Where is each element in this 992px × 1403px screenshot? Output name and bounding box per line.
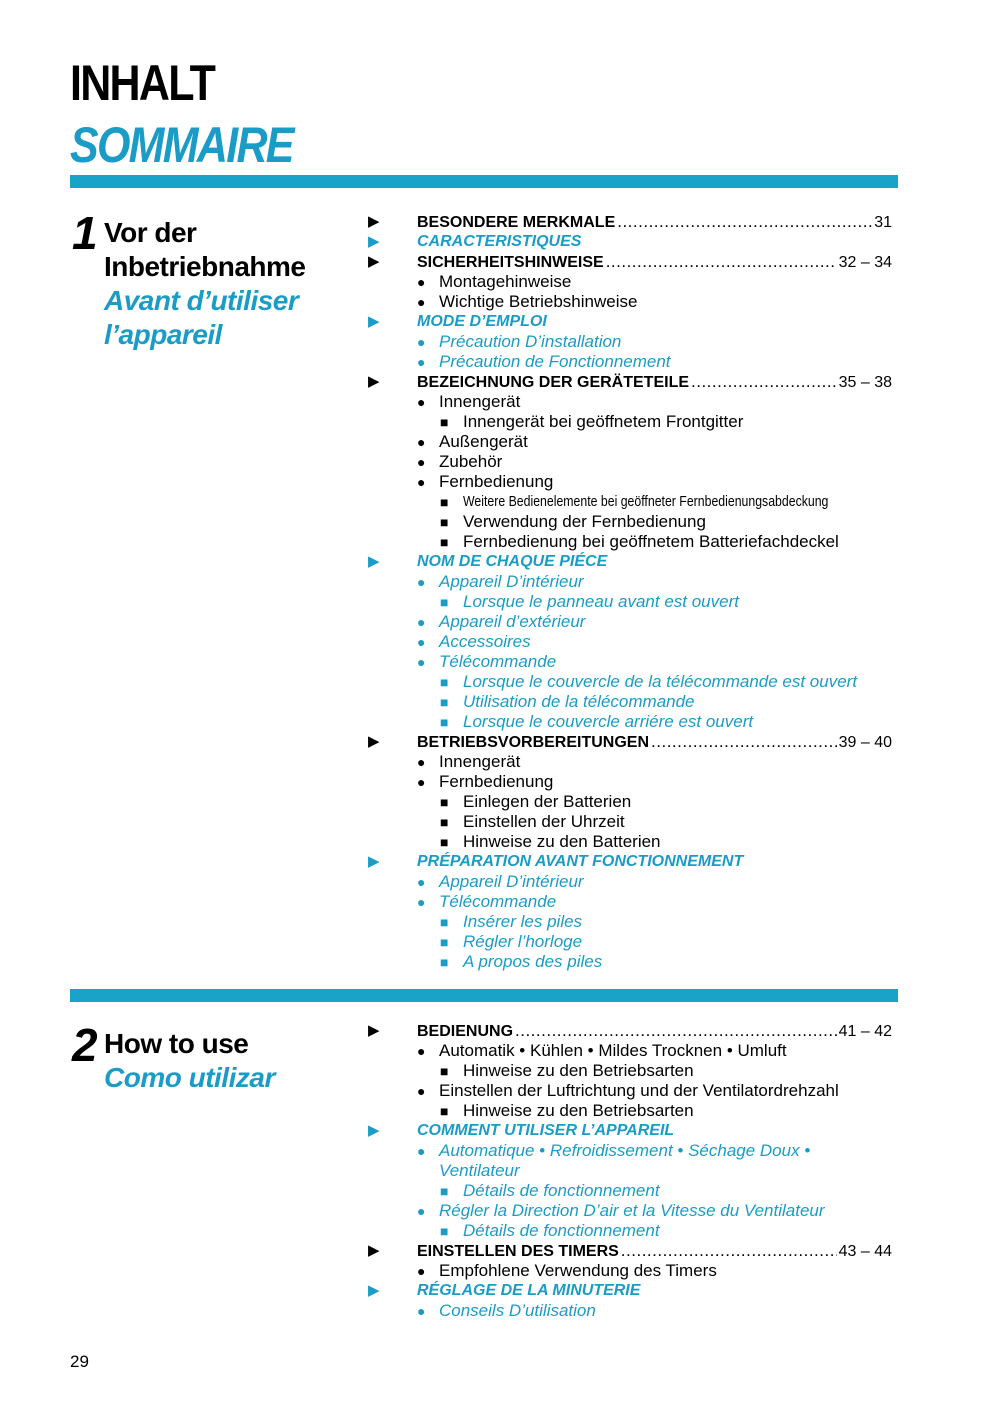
- leader-dots: [651, 732, 837, 752]
- toc-entry-text: Automatique • Refroidissement • Séchage Doux •: [439, 1141, 811, 1160]
- section-divider-middle: [70, 989, 898, 1002]
- toc-entry: [368, 412, 892, 432]
- page-number: 29: [70, 1352, 89, 1371]
- bullet-circle-icon: ●: [417, 1043, 426, 1059]
- bullet-circle-icon: ●: [417, 754, 426, 770]
- section-1-heading-de-line1: Vor der: [104, 217, 197, 248]
- toc-entry-text: Automatik • Kühlen • Mildes Trocknen • Umluft: [439, 1041, 787, 1060]
- toc-entry: [368, 592, 892, 612]
- bullet-square-icon: ■: [440, 1103, 449, 1119]
- bullet-circle-icon: ●: [417, 774, 426, 790]
- arrow-icon: ▶: [368, 313, 380, 330]
- bullet-circle-icon: ●: [417, 334, 426, 350]
- page-title: INHALT: [70, 55, 215, 111]
- bullet-circle-icon: ●: [417, 574, 426, 590]
- bullet-square-icon: ■: [440, 534, 449, 550]
- toc-entry-text: Télécommande: [439, 652, 557, 671]
- leader-dots: [621, 1241, 837, 1261]
- toc-entry: [368, 1101, 892, 1121]
- section-2-heading: [104, 1027, 275, 1095]
- toc-entry: [368, 912, 892, 932]
- toc-entry: [368, 812, 892, 832]
- toc-entry: [368, 1081, 892, 1101]
- arrow-icon: ▶: [368, 1282, 380, 1299]
- bullet-square-icon: ■: [440, 494, 449, 510]
- toc-entry-text: PRÉPARATION AVANT FONCTIONNEMENT: [417, 853, 744, 870]
- toc-entry: [368, 312, 892, 332]
- toc-entry: [368, 1241, 892, 1261]
- toc-entry-text: Montagehinweise: [439, 272, 572, 291]
- toc-entry-text: Lorsque le couvercle arriére est ouvert: [463, 712, 754, 731]
- leader-dots: [691, 372, 837, 392]
- arrow-icon: ▶: [368, 1022, 380, 1039]
- bullet-circle-icon: ●: [417, 454, 426, 470]
- toc-entry-text: Précaution D’installation: [439, 332, 622, 351]
- bullet-square-icon: ■: [440, 934, 449, 950]
- toc-entry-text: Régler la Direction D’air et la Vitesse du Ventilateur: [439, 1201, 825, 1220]
- section-1-heading: [104, 216, 305, 352]
- toc-entry: [368, 892, 892, 912]
- toc-entry: [368, 492, 892, 512]
- toc-entry-text: A propos des piles: [463, 952, 603, 971]
- toc-entry-text: EINSTELLEN DES TIMERS: [417, 1243, 619, 1260]
- bullet-square-icon: ■: [440, 714, 449, 730]
- bullet-circle-icon: ●: [417, 1083, 426, 1099]
- bullet-square-icon: ■: [440, 794, 449, 810]
- toc-entry: [368, 512, 892, 532]
- bullet-circle-icon: ●: [417, 294, 426, 310]
- toc-entry-text: Détails de fonctionnement: [463, 1181, 660, 1200]
- bullet-circle-icon: ●: [417, 1143, 426, 1159]
- toc-entry: [368, 832, 892, 852]
- toc-entry: [368, 472, 892, 492]
- toc-entry-text: Appareil d’extérieur: [439, 612, 586, 631]
- toc-entry: [368, 552, 892, 572]
- toc-entry-text: Einstellen der Uhrzeit: [463, 812, 625, 831]
- toc-entry-text: RÉGLAGE DE LA MINUTERIE: [417, 1282, 641, 1299]
- toc-entry: [368, 792, 892, 812]
- toc-entry: [368, 1261, 892, 1281]
- toc-entry-text: Hinweise zu den Batterien: [463, 832, 661, 851]
- bullet-square-icon: ■: [440, 514, 449, 530]
- arrow-icon: ▶: [368, 253, 380, 270]
- toc-entry: [368, 1221, 892, 1241]
- toc-entry: [368, 392, 892, 412]
- bullet-square-icon: ■: [440, 1063, 449, 1079]
- bullet-square-icon: ■: [440, 814, 449, 830]
- toc-entry: [368, 772, 892, 792]
- bullet-circle-icon: ●: [417, 874, 426, 890]
- toc-page-ref: 41 – 42: [838, 1023, 892, 1040]
- toc-entry: [368, 1041, 892, 1061]
- bullet-circle-icon: ●: [417, 1263, 426, 1279]
- toc-entry-text: Appareil D’intérieur: [439, 572, 584, 591]
- toc-entry-text: BESONDERE MERKMALE: [417, 214, 616, 231]
- toc-entry-text: BEDIENUNG: [417, 1023, 514, 1040]
- leader-dots: [617, 212, 872, 232]
- arrow-icon: ▶: [368, 853, 380, 870]
- bullet-circle-icon: ●: [417, 434, 426, 450]
- toc-entry: [368, 872, 892, 892]
- toc-entry: [368, 352, 892, 372]
- toc-entry-text: Einlegen der Batterien: [463, 792, 632, 811]
- toc-entry-text: Accessoires: [439, 632, 531, 651]
- arrow-icon: ▶: [368, 373, 380, 390]
- bullet-circle-icon: ●: [417, 614, 426, 630]
- toc-entry: [368, 272, 892, 292]
- toc-entry: [368, 1181, 892, 1201]
- toc-entry-text: COMMENT UTILISER L’APPAREIL: [417, 1122, 675, 1139]
- toc-entry-text: Einstellen der Luftrichtung und der Ventilatordrehzahl: [439, 1081, 839, 1100]
- bullet-square-icon: ■: [440, 414, 449, 430]
- toc-entry: [368, 612, 892, 632]
- toc-entry-text: Appareil D’intérieur: [439, 872, 584, 891]
- section-2-number: 2: [72, 1019, 98, 1071]
- toc-entry-text: BEZEICHNUNG DER GERÄTETEILE: [417, 374, 690, 391]
- bullet-circle-icon: ●: [417, 1203, 426, 1219]
- toc-entry: [368, 432, 892, 452]
- bullet-square-icon: ■: [440, 594, 449, 610]
- toc-entry: [368, 672, 892, 692]
- toc-page-ref: 35 – 38: [838, 374, 892, 391]
- toc-entry: [368, 372, 892, 392]
- toc-entry: [368, 852, 892, 872]
- toc-entry: [368, 1301, 892, 1321]
- toc-entry-text: Innengerät: [439, 752, 521, 771]
- arrow-icon: ▶: [368, 233, 380, 250]
- toc-entry: [368, 1141, 892, 1161]
- arrow-icon: ▶: [368, 213, 380, 230]
- leader-dots: [606, 252, 837, 272]
- arrow-icon: ▶: [368, 553, 380, 570]
- page-title-french: SOMMAIRE: [70, 117, 293, 173]
- toc-entry-text: Zubehör: [439, 452, 503, 471]
- toc-entry: [368, 532, 892, 552]
- toc-page-ref: 43 – 44: [838, 1243, 892, 1260]
- toc-entry-text: Wichtige Betriebshinweise: [439, 292, 638, 311]
- toc-entry: [368, 572, 892, 592]
- toc-entry-text: NOM DE CHAQUE PIÉCE: [417, 553, 608, 570]
- toc-entry-text: Ventilateur: [439, 1161, 520, 1180]
- toc-entry-text: Conseils D’utilisation: [439, 1301, 596, 1320]
- leader-dots: [515, 1021, 837, 1041]
- arrow-icon: ▶: [368, 1242, 380, 1259]
- bullet-circle-icon: ●: [417, 1303, 426, 1319]
- toc-entry-text: Précaution de Fonctionnement: [439, 352, 671, 371]
- toc-entry: [368, 1121, 892, 1141]
- toc-entry-text: Verwendung der Fernbedienung: [463, 512, 706, 531]
- toc-page-ref: 31: [874, 214, 892, 231]
- bullet-square-icon: ■: [440, 674, 449, 690]
- toc-entry: [368, 632, 892, 652]
- toc-entry-text: Innengerät bei geöffnetem Frontgitter: [463, 412, 744, 431]
- toc-entry-text: Insérer les piles: [463, 912, 583, 931]
- arrow-icon: ▶: [368, 733, 380, 750]
- toc-entry-text: Weitere Bedienelemente bei geöffneter Fernbedienungsabdeckung: [463, 493, 829, 510]
- bullet-circle-icon: ●: [417, 394, 426, 410]
- section-1-toc: [368, 212, 892, 972]
- section-2-toc: [368, 1021, 892, 1321]
- section-1-heading-fr-line2: l’appareil: [104, 319, 222, 350]
- toc-entry-text: Télécommande: [439, 892, 557, 911]
- bullet-square-icon: ■: [440, 1223, 449, 1239]
- bullet-square-icon: ■: [440, 834, 449, 850]
- toc-entry: [368, 1161, 892, 1181]
- toc-entry-text: Hinweise zu den Betriebsarten: [463, 1101, 694, 1120]
- section-2-heading-fr: Como utilizar: [104, 1062, 275, 1093]
- bullet-circle-icon: ●: [417, 354, 426, 370]
- toc-entry-text: Détails de fonctionnement: [463, 1221, 660, 1240]
- bullet-square-icon: ■: [440, 1183, 449, 1199]
- toc-entry: [368, 232, 892, 252]
- toc-entry: [368, 1061, 892, 1081]
- bullet-square-icon: ■: [440, 954, 449, 970]
- toc-entry: [368, 712, 892, 732]
- toc-page-ref: 39 – 40: [838, 734, 892, 751]
- section-1-heading-de-line2: Inbetriebnahme: [104, 251, 306, 282]
- bullet-circle-icon: ●: [417, 274, 426, 290]
- toc-entry-text: Lorsque le panneau avant est ouvert: [463, 592, 739, 611]
- toc-entry-text: Hinweise zu den Betriebsarten: [463, 1061, 694, 1080]
- toc-entry-text: Utilisation de la télécommande: [463, 692, 695, 711]
- bullet-circle-icon: ●: [417, 894, 426, 910]
- bullet-square-icon: ■: [440, 914, 449, 930]
- bullet-circle-icon: ●: [417, 634, 426, 650]
- toc-entry: [368, 752, 892, 772]
- toc-entry-text: Fernbedienung bei geöffnetem Batteriefachdeckel: [463, 532, 839, 551]
- toc-entry: [368, 932, 892, 952]
- toc-entry: [368, 212, 892, 232]
- toc-entry-text: Innengerät: [439, 392, 521, 411]
- toc-entry-text: Fernbedienung: [439, 772, 554, 791]
- toc-entry: [368, 732, 892, 752]
- section-2-heading-en: How to use: [104, 1028, 249, 1059]
- toc-entry: [368, 452, 892, 472]
- toc-entry: [368, 1281, 892, 1301]
- toc-entry: [368, 332, 892, 352]
- section-divider-top: [70, 175, 898, 188]
- toc-entry-text: Empfohlene Verwendung des Timers: [439, 1261, 717, 1280]
- toc-entry-text: CARACTERISTIQUES: [417, 233, 582, 250]
- toc-entry: [368, 252, 892, 272]
- toc-entry-text: BETRIEBSVORBEREITUNGEN: [417, 734, 650, 751]
- toc-entry: [368, 1021, 892, 1041]
- toc-entry: [368, 292, 892, 312]
- toc-entry: [368, 952, 892, 972]
- toc-page-ref: 32 – 34: [838, 254, 892, 271]
- bullet-circle-icon: ●: [417, 474, 426, 490]
- toc-entry-text: SICHERHEITSHINWEISE: [417, 254, 604, 271]
- arrow-icon: ▶: [368, 1122, 380, 1139]
- toc-entry-text: MODE D’EMPLOI: [417, 313, 547, 330]
- section-1-heading-fr-line1: Avant d’utiliser: [104, 285, 299, 316]
- toc-entry: [368, 1201, 892, 1221]
- bullet-square-icon: ■: [440, 694, 449, 710]
- toc-entry: [368, 652, 892, 672]
- toc-entry-text: Außengerät: [439, 432, 528, 451]
- toc-entry-text: Régler l’horloge: [463, 932, 583, 951]
- toc-entry-text: Lorsque le couvercle de la télécommande est ouvert: [463, 672, 858, 691]
- section-1-number: 1: [72, 207, 98, 259]
- toc-entry: [368, 692, 892, 712]
- bullet-circle-icon: ●: [417, 654, 426, 670]
- toc-entry-text: Fernbedienung: [439, 472, 554, 491]
